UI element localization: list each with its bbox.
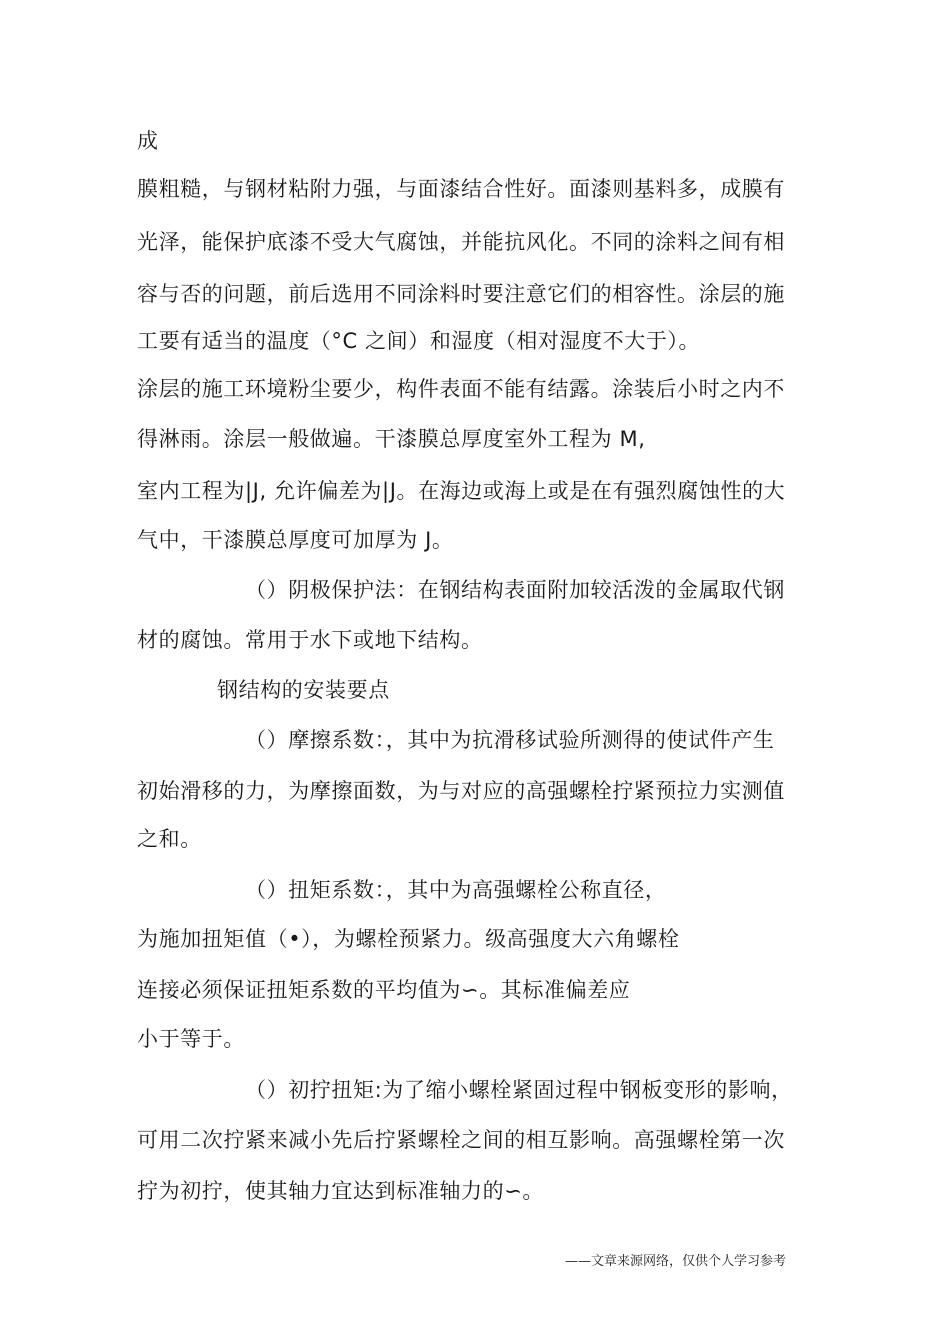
text-line: （）初拧扭矩:为了缩小螺栓紧固过程中钢板变形的影响， <box>245 1078 793 1102</box>
text-line: 连接必须保证扭矩系数的平均值为∽。其标准偏差应 <box>137 978 631 1002</box>
source-footer: ——文章来源网络，仅供个人学习参考 <box>565 1254 787 1269</box>
text-line: 成 <box>137 129 159 153</box>
text-line: 拧为初拧，使其轴力宜达到标准轴力的∽。 <box>137 1179 544 1203</box>
text-line: 为施加扭矩值（•），为螺栓预紧力。级高强度大六角螺栓 <box>137 927 680 951</box>
text-line: 材的腐蚀。常用于水下或地下结构。 <box>137 628 483 652</box>
text-line: （）摩擦系数：，其中为抗滑移试验所测得的使试件产生 <box>245 728 775 752</box>
text-line: 气中，干漆膜总厚度可加厚为 J。 <box>137 528 454 552</box>
text-line: 之和。 <box>137 827 202 851</box>
section-heading: 钢结构的安装要点 <box>217 678 390 702</box>
text-line: 容与否的问题，前后选用不同涂料时要注意它们的相容性。涂层的施 <box>137 282 785 306</box>
text-line: 小于等于。 <box>137 1027 245 1051</box>
text-line: 室内工程为|J, 允许偏差为|J。在海边或海上或是在有强烈腐蚀性的大 <box>137 479 786 503</box>
text-line: （）扭矩系数：，其中为高强螺栓公称直径， <box>245 878 667 902</box>
text-line: 工要有适当的温度（°C 之间）和湿度（相对湿度不大于）。 <box>137 329 701 353</box>
text-line: 涂层的施工环境粉尘要少，构件表面不能有结露。涂装后小时之内不 <box>137 377 785 401</box>
text-line: 初始滑移的力，为摩擦面数，为与对应的高强螺栓拧紧预拉力实测值 <box>137 779 785 803</box>
text-line: 膜粗糙，与钢材粘附力强，与面漆结合性好。面漆则基料多，成膜有 <box>137 177 785 201</box>
text-line: 光泽，能保护底漆不受大气腐蚀，并能抗风化。不同的涂料之间有相 <box>137 230 785 254</box>
text-line: 可用二次拧紧来减小先后拧紧螺栓之间的相互影响。高强螺栓第一次 <box>137 1128 785 1152</box>
text-line: 得淋雨。涂层一般做遍。干漆膜总厚度室外工程为 M, <box>137 427 646 451</box>
text-line: （）阴极保护法：在钢结构表面附加较活泼的金属取代钢 <box>245 578 785 602</box>
